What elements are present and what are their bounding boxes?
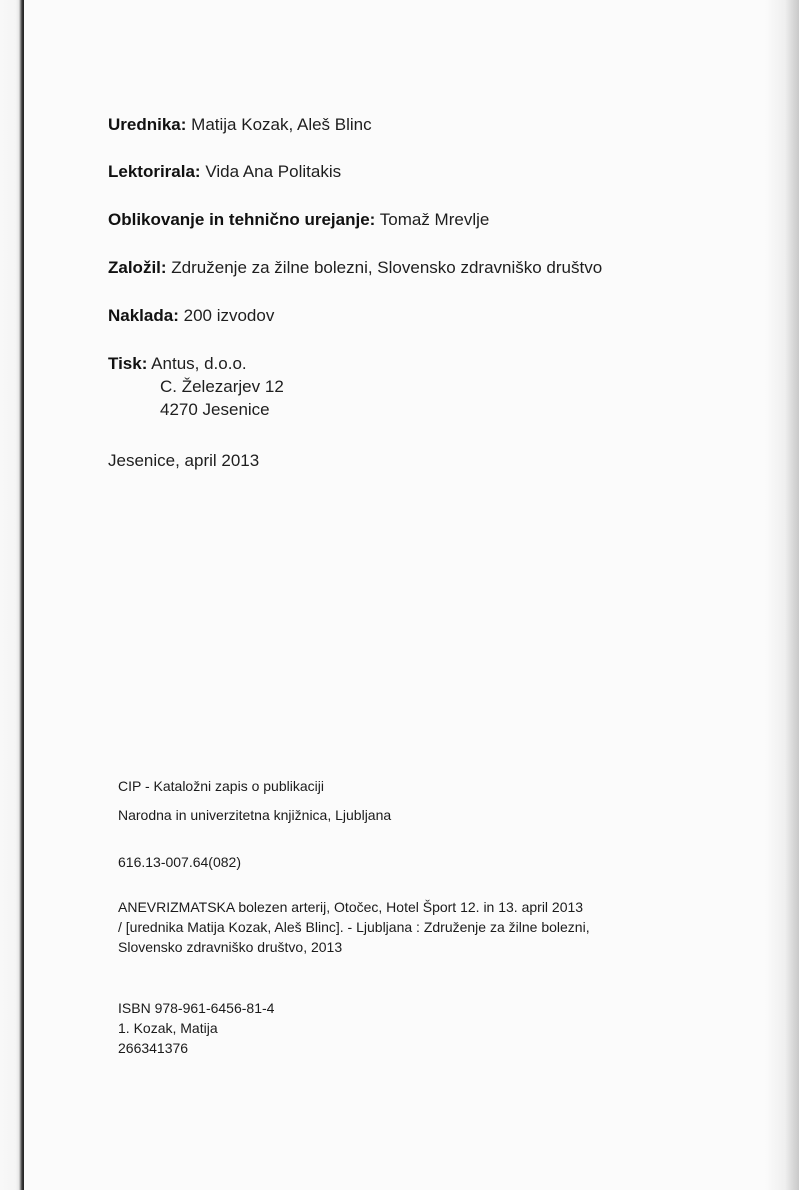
printer-label: Tisk: [108, 354, 148, 373]
printer-name: Antus, d.o.o. [151, 354, 247, 373]
printer-street: C. Železarjev 12 [160, 377, 284, 396]
design-line [108, 210, 489, 230]
proofreader-value: Vida Ana Politakis [205, 162, 342, 181]
editors-line [108, 115, 372, 135]
editors-value: Matija Kozak, Aleš Blinc [191, 115, 372, 134]
cip-library: Narodna in univerzitetna knjižnica, Ljubljana [118, 807, 392, 823]
cip-header: CIP - Kataložni zapis o publikaciji [118, 778, 324, 794]
cip-entry-line: Slovensko zdravniško društvo, 2013 [118, 939, 343, 955]
cip-entry-line: ANEVRIZMATSKA bolezen arterij, Otočec, Hotel Šport 12. in 13. april 2013 [118, 899, 584, 915]
print-run-label: Naklada: [108, 306, 179, 325]
editors-label: Urednika: [108, 115, 187, 134]
design-label: Oblikovanje in tehnično urejanje: [108, 210, 376, 229]
publisher-label: Založil: [108, 258, 167, 277]
cip-isbn: ISBN 978-961-6456-81-4 [118, 1000, 275, 1016]
proofreader-line [108, 162, 341, 182]
cip-subject: 1. Kozak, Matija [118, 1020, 218, 1036]
proofreader-label: Lektorirala: [108, 162, 201, 181]
cip-udc: 616.13-007.64(082) [118, 854, 241, 870]
print-run-line [108, 306, 274, 326]
cip-cobiss-id: 266341376 [118, 1040, 189, 1056]
printer-line [108, 354, 247, 374]
page-left-edge [0, 0, 24, 1190]
print-run-value: 200 izvodov [183, 306, 275, 325]
cip-entry [118, 897, 590, 957]
publisher-value: Združenje za žilne bolezni, Slovensko zdravniško društvo [171, 258, 603, 277]
cip-entry-line: / [urednika Matija Kozak, Aleš Blinc]. - Ljubljana : Združenje za žilne bolezni, [118, 919, 590, 935]
publisher-line [108, 258, 602, 278]
place-date: Jesenice, april 2013 [108, 451, 260, 470]
printer-city: 4270 Jesenice [160, 400, 270, 419]
page-right-edge [765, 0, 799, 1190]
cip-identifiers [118, 998, 274, 1058]
design-value: Tomaž Mrevlje [379, 210, 490, 229]
